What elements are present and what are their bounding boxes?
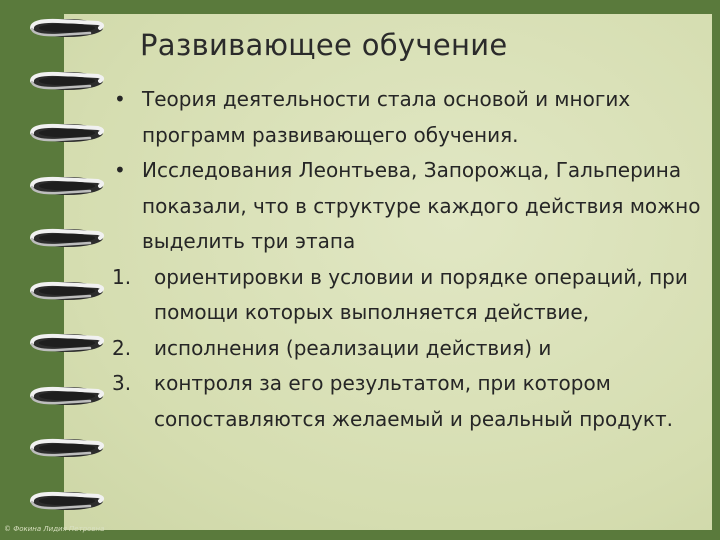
binding-ring-icon bbox=[28, 331, 106, 355]
numbered-item bbox=[112, 366, 712, 437]
numbered-text: контроля за его результатом, при котором сопоставляются желаемый и реальный продукт. bbox=[154, 371, 673, 431]
spiral-binding bbox=[28, 16, 118, 516]
author-credit: © Фокина Лидия Петровна bbox=[4, 525, 105, 533]
numbered-item bbox=[112, 331, 712, 367]
slide-title: Развивающее обучение bbox=[140, 28, 508, 62]
bullet-icon: • bbox=[114, 87, 126, 111]
slide-content bbox=[112, 82, 712, 437]
binding-ring-icon bbox=[28, 489, 106, 513]
binding-ring-icon bbox=[28, 226, 106, 250]
bullet-text: Теория деятельности стала основой и многих программ развивающего обучения. bbox=[142, 87, 631, 147]
binding-ring-icon bbox=[28, 436, 106, 460]
binding-ring-icon bbox=[28, 384, 106, 408]
item-number: 1. bbox=[112, 264, 132, 289]
numbered-text: ориентировки в условии и порядке операций, при помощи которых выполняется действие, bbox=[154, 264, 688, 324]
binding-ring-icon bbox=[28, 121, 106, 145]
bullet-item bbox=[112, 82, 712, 153]
bullet-text: Исследования Леонтьева, Запорожца, Гальперина показали, что в структуре каждого действия можно выделить три этапа bbox=[142, 158, 701, 253]
item-number: 2. bbox=[112, 335, 132, 360]
binding-ring-icon bbox=[28, 16, 106, 40]
binding-ring-icon bbox=[28, 69, 106, 93]
binding-ring-icon bbox=[28, 174, 106, 198]
item-number: 3. bbox=[112, 371, 132, 395]
binding-ring-icon bbox=[28, 279, 106, 303]
numbered-text: исполнения (реализации действия) и bbox=[154, 335, 552, 360]
bullet-icon: • bbox=[114, 158, 126, 182]
bullet-item bbox=[112, 153, 712, 260]
numbered-item bbox=[112, 260, 712, 331]
